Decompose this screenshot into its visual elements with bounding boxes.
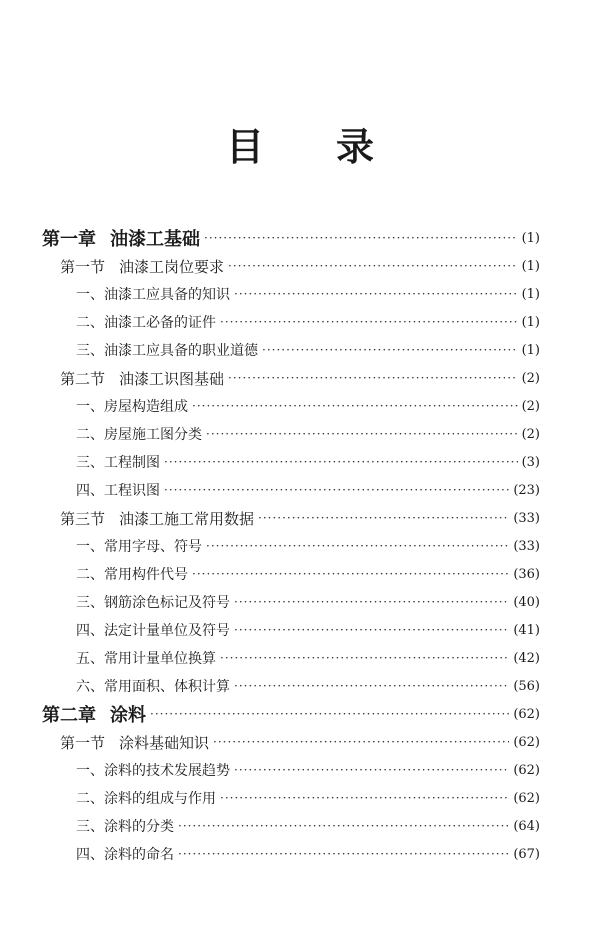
toc-item-entry[interactable] bbox=[76, 842, 540, 866]
toc-item-entry[interactable] bbox=[76, 786, 540, 810]
dot-leader bbox=[164, 450, 518, 474]
toc-item-entry[interactable] bbox=[76, 534, 540, 558]
toc-item-entry[interactable] bbox=[76, 590, 540, 614]
title-char-right: 录 bbox=[336, 124, 375, 169]
page-number: (56) bbox=[513, 678, 540, 694]
dot-leader bbox=[262, 338, 518, 362]
toc-item-entry[interactable] bbox=[76, 674, 540, 698]
entry-title: 二、常用构件代号 bbox=[76, 567, 188, 583]
entry-title: 油漆工基础 bbox=[110, 229, 200, 250]
page-number: (33) bbox=[513, 538, 540, 554]
page-number: (40) bbox=[513, 594, 540, 610]
entry-title: 三、工程制图 bbox=[76, 455, 160, 471]
dot-leader bbox=[220, 786, 509, 810]
dot-leader bbox=[220, 646, 509, 670]
entry-title: 四、法定计量单位及符号 bbox=[76, 623, 230, 639]
entry-title: 涂料基础知识 bbox=[119, 733, 210, 752]
entry-title: 二、油漆工必备的证件 bbox=[76, 315, 216, 331]
title-char-left: 目 bbox=[225, 124, 264, 169]
entry-number: 第一节 bbox=[60, 257, 106, 276]
page-number: (2) bbox=[521, 370, 540, 386]
page-title bbox=[0, 122, 600, 172]
entry-title: 涂料 bbox=[110, 705, 146, 726]
page-number: (1) bbox=[521, 230, 540, 246]
entry-title: 一、常用字母、符号 bbox=[76, 539, 202, 555]
entry-title: 六、常用面积、体积计算 bbox=[76, 679, 230, 695]
entry-title: 二、涂料的组成与作用 bbox=[76, 791, 216, 807]
entry-number: 第二节 bbox=[60, 369, 106, 388]
dot-leader bbox=[164, 478, 509, 502]
dot-leader bbox=[234, 618, 509, 642]
dot-leader bbox=[234, 758, 509, 782]
dot-leader bbox=[178, 842, 509, 866]
page-number: (41) bbox=[513, 622, 540, 638]
dot-leader bbox=[192, 394, 518, 418]
page-number: (23) bbox=[513, 482, 540, 498]
toc-item-entry[interactable] bbox=[76, 758, 540, 782]
entry-title: 油漆工识图基础 bbox=[119, 369, 225, 388]
toc-item-entry[interactable] bbox=[76, 422, 540, 446]
page-number: (62) bbox=[513, 706, 540, 722]
page-number: (42) bbox=[513, 650, 540, 666]
entry-title: 三、钢筋涂色标记及符号 bbox=[76, 595, 230, 611]
dot-leader bbox=[258, 506, 509, 530]
entry-number: 第一章 bbox=[42, 229, 96, 250]
toc-section-entry[interactable] bbox=[60, 506, 540, 530]
dot-leader bbox=[206, 534, 509, 558]
page-number: (1) bbox=[521, 258, 540, 274]
entry-number: 第三节 bbox=[60, 509, 106, 528]
dot-leader bbox=[228, 366, 518, 390]
dot-leader bbox=[228, 254, 518, 278]
toc-section-entry[interactable] bbox=[60, 254, 540, 278]
entry-title: 三、涂料的分类 bbox=[76, 819, 174, 835]
entry-number: 第二章 bbox=[42, 705, 96, 726]
entry-title: 五、常用计量单位换算 bbox=[76, 651, 216, 667]
page-number: (1) bbox=[521, 342, 540, 358]
page-number: (62) bbox=[513, 790, 540, 806]
toc-item-entry[interactable] bbox=[76, 450, 540, 474]
dot-leader bbox=[204, 226, 518, 250]
toc-item-entry[interactable] bbox=[76, 814, 540, 838]
toc-chapter-entry[interactable] bbox=[42, 702, 540, 726]
entry-number: 第一节 bbox=[60, 733, 106, 752]
page-number: (2) bbox=[521, 398, 540, 414]
page-number: (62) bbox=[513, 734, 540, 750]
page-number: (2) bbox=[521, 426, 540, 442]
dot-leader bbox=[220, 310, 518, 334]
page-number: (1) bbox=[521, 314, 540, 330]
page-number: (3) bbox=[521, 454, 540, 470]
toc-section-entry[interactable] bbox=[60, 730, 540, 754]
toc-item-entry[interactable] bbox=[76, 394, 540, 418]
toc-chapter-entry[interactable] bbox=[42, 226, 540, 250]
toc-item-entry[interactable] bbox=[76, 338, 540, 362]
toc-item-entry[interactable] bbox=[76, 618, 540, 642]
page-number: (1) bbox=[521, 286, 540, 302]
dot-leader bbox=[150, 702, 509, 726]
entry-title: 一、油漆工应具备的知识 bbox=[76, 287, 230, 303]
dot-leader bbox=[234, 590, 509, 614]
page-number: (62) bbox=[513, 762, 540, 778]
page-number: (33) bbox=[513, 510, 540, 526]
entry-title: 一、房屋构造组成 bbox=[76, 399, 188, 415]
dot-leader bbox=[234, 282, 518, 306]
entry-title: 油漆工施工常用数据 bbox=[119, 509, 255, 528]
dot-leader bbox=[206, 422, 518, 446]
toc-item-entry[interactable] bbox=[76, 282, 540, 306]
page-number: (64) bbox=[513, 818, 540, 834]
entry-title: 一、涂料的技术发展趋势 bbox=[76, 763, 230, 779]
dot-leader bbox=[178, 814, 509, 838]
toc-section-entry[interactable] bbox=[60, 366, 540, 390]
toc-item-entry[interactable] bbox=[76, 646, 540, 670]
page-number: (36) bbox=[513, 566, 540, 582]
entry-title: 四、工程识图 bbox=[76, 483, 160, 499]
toc-item-entry[interactable] bbox=[76, 562, 540, 586]
entry-title: 四、涂料的命名 bbox=[76, 847, 174, 863]
entry-title: 三、油漆工应具备的职业道德 bbox=[76, 343, 258, 359]
toc-item-entry[interactable] bbox=[76, 310, 540, 334]
entry-title: 油漆工岗位要求 bbox=[119, 257, 225, 276]
dot-leader bbox=[213, 730, 509, 754]
toc-item-entry[interactable] bbox=[76, 478, 540, 502]
dot-leader bbox=[234, 674, 509, 698]
entry-title: 二、房屋施工图分类 bbox=[76, 427, 202, 443]
page-number: (67) bbox=[513, 846, 540, 862]
dot-leader bbox=[192, 562, 509, 586]
